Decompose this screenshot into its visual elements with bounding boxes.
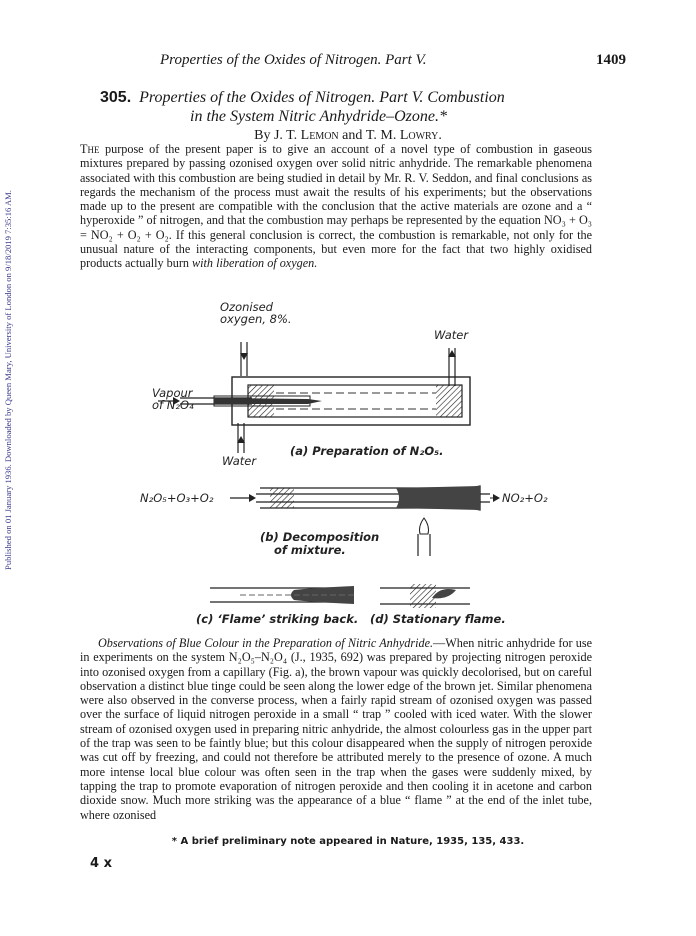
page-number: 1409: [596, 52, 626, 68]
label-oxygen: oxygen, 8%.: [220, 312, 292, 326]
running-head: [160, 52, 626, 69]
observations-paragraph: [80, 636, 592, 822]
intro-first-word: The: [80, 142, 100, 156]
label-outlet-b: NO₂+O₂: [502, 491, 548, 505]
signature-mark: 4 x: [90, 856, 112, 871]
caption-b-line2: of mixture.: [274, 543, 346, 557]
title-line-1: Properties of the Oxides of Nitrogen. Part V. Combustion: [139, 89, 505, 106]
apparatus-figure: [140, 298, 580, 628]
byline-by: By: [254, 128, 271, 143]
caption-b-line1: (b) Decomposition: [260, 530, 380, 544]
running-head-title: Properties of the Oxides of Nitrogen. Part V.: [160, 52, 427, 68]
download-watermark: [2, 120, 14, 640]
caption-d: (d) Stationary flame.: [370, 612, 506, 626]
label-n2o4: of N₂O₄: [152, 398, 194, 412]
article-number: 305.: [100, 89, 132, 106]
apparatus-diagram: [140, 298, 580, 628]
author-1: J. T. Lemon: [273, 128, 339, 143]
label-ozonised: Ozonised: [220, 300, 273, 314]
byline-and: and: [342, 128, 363, 143]
label-water-top: Water: [434, 328, 469, 342]
download-note: Published on 01 January 1936. Downloaded by Queen Mary, University of London on 9/18/2019 7:35:16 AM.: [3, 190, 13, 570]
label-water-bottom: Water: [222, 454, 257, 468]
intro-paragraph: [80, 142, 592, 271]
diagram-d: [380, 584, 470, 608]
label-vapour: Vapour: [152, 386, 193, 400]
diagram-a: [158, 342, 470, 453]
author-2: T. M. Lowry.: [365, 128, 442, 143]
caption-a: (a) Preparation of N₂O₅.: [290, 444, 444, 458]
footnote: * A brief preliminary note appeared in Nature, 1935, 135, 433.: [171, 836, 525, 847]
intro-emphasis: with liberation of oxygen.: [192, 256, 318, 271]
intro-text: purpose of the present paper is to give an account of a novel type of combustion in gaseous mixtures prepared by passing ozonised oxygen over solid nitric anhydride. The remarkable phenomena associated with this combustion are being studied in detail by Mr. R. V. Seddon, and final conclusions as regards the mechanism of the process must await the results of his experiments; but the observations made up to the present are compatible with the conclusion that the active materials are ozone and a “ hyperoxide ” of nitrogen, and that the combustion may perhaps be represented by the equation NO₃ + O₃ = NO₂ + O₂ + O₂. If this general conclusion is correct, the combustion is remarkable, not only for the unusual nature of the interacting components, but even more for the fact that two highly oxidised products actually burn: [80, 142, 592, 271]
article-title: [100, 88, 620, 126]
caption-c: (c) ‘Flame’ striking back.: [196, 612, 359, 626]
diagram-c: [210, 586, 354, 604]
diagram-b: [230, 486, 500, 556]
title-line-2: in the System Nitric Anhydride–Ozone.*: [190, 108, 447, 125]
label-inlet-b: N₂O₅+O₃+O₂: [140, 491, 214, 505]
observations-heading: Observations of Blue Colour in the Preparation of Nitric Anhydride.: [98, 636, 434, 650]
observations-text: —When nitric anhydride for use in experiments on the system N₂O₅–N₂O₄ (J., 1935, 692) was prepared by projecting nitrogen peroxide into ozonised oxygen from a capillary (Fig. a), the brown vapour was quickly decolorised, but on careful observation a distinct blue tinge could be seen along the lower edge of the brown jet. Similar phenomena were also observed in the converse process, when a fairly rapid stream of ozonised oxygen was passed over the surface of liquid nitrogen peroxide in a small “ trap ” cooled with iced water. With the slower stream of ozonised oxygen used in preparing nitric anhydride, the almost colourless gas in the upper part of the trap was seen to be faintly blue; but this colour disappeared when the supply of nitrogen peroxide was cut off by freezing, and could not therefore be attributed merely to the presence of ozone. A much more intense local blue colour was often seen in the trap when the gases were suddenly mixed, by tapping the trap to promote evaporation of nitrogen peroxide and then cooling it in acetone and carbon dioxide snow. Much more striking was the appearance of a blue “ flame ” at the end of the inlet tube, where ozonised: [80, 636, 592, 822]
